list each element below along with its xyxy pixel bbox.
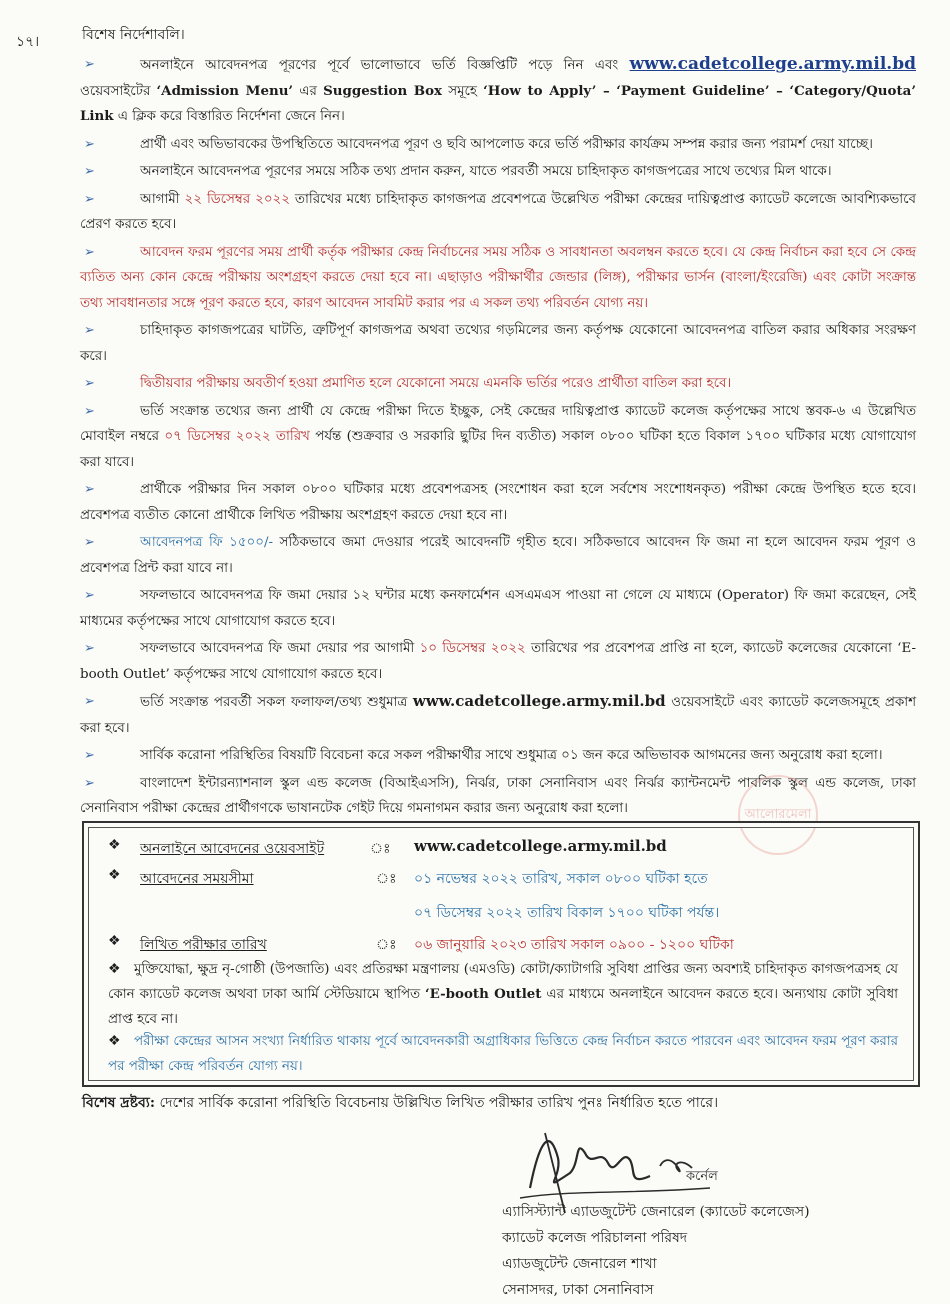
instruction-text: প্রার্থী এবং অভিভাবকের উপস্থিতিতে আবেদনপত্র পূরণ ও ছবি আপলোড করে ভর্তি পরীক্ষার কার্যক্রম সম্পন্ন করার জন্য পরামর্শ দেয়া যাচ্ছে। [140, 136, 873, 152]
instruction-text: সার্বিক করোনা পরিস্থিতির বিষয়টি বিবেচনা করে সকল পরীক্ষার্থীর সাথে শুধুমাত্র ০১ জন করে অভিভাবক আগমনের জন্য অনুরোধ করা হলো। [140, 748, 883, 763]
arrow-bullet-icon: ➢ [84, 694, 95, 709]
instruction-item [80, 371, 916, 397]
instruction-item [80, 52, 916, 130]
instruction-text: ১০ ডিসেম্বর ২০২২ [419, 641, 526, 656]
arrow-bullet-icon: ➢ [84, 191, 95, 207]
instruction-text: ‘Admission Menu’ [156, 82, 294, 99]
instruction-list [80, 52, 916, 824]
center-note-text: পরীক্ষা কেন্দ্রের আসন সংখ্যা নির্ধারিত থাকায় পূর্বে আবেদনকারী অগ্রাধিকার ভিত্তিতে কেন্দ্র নির্বাচন করতে পারবেন এবং আবেদন ফরম পূরণ করার পর পরীক্ষা কেন্দ্র পরিবর্তন যোগ্য নয়। [108, 1034, 898, 1074]
arrow-bullet-icon: ➢ [84, 588, 95, 603]
arrow-bullet-icon: ➢ [84, 641, 95, 656]
arrow-bullet-icon: ➢ [84, 403, 95, 419]
arrow-bullet-icon: ➢ [84, 775, 95, 791]
instruction-text: দ্বিতীয়বার পরীক্ষায় অবতীর্ণ হওয়া প্রমাণিত হলে যেকোনো সময়ে এমনকি ভর্তির পরেও প্রার্থীতা বাতিল করা হবে। [140, 376, 732, 391]
instruction-text: সমূহে [442, 83, 484, 99]
instruction-text: সফলভাবে আবেদনপত্র ফি জমা দেয়ার পর আগামী [140, 641, 420, 656]
instruction-text: ভর্তি সংক্রান্ত পরবর্তী সকল ফলাফল/তথ্য শুধুমাত্র [140, 695, 413, 710]
instruction-text: সঠিকভাবে জমা দেওয়ার পরেই আবেদনটি গৃহীত হবে। সঠিকভাবে আবেদন ফি জমা না হলে আবেদন ফরম পূরণ ও প্রবেশপত্র প্রিন্ট করা যাবে না। [80, 535, 916, 576]
arrow-bullet-icon: ➢ [84, 323, 95, 338]
center-note [108, 1029, 898, 1079]
website-link[interactable]: www.cadetcollege.army.mil.bd [629, 54, 916, 74]
instruction-item [80, 743, 916, 769]
instruction-text: ওয়েবসাইটের [80, 83, 157, 99]
section-number: ১৭। [16, 34, 40, 50]
signatory-line: এ্যাসিস্ট্যান্ট এ্যাডজুটেন্ট জেনারেল (ক্যাডেট কলেজেস) [502, 1204, 810, 1220]
deadline-colon: ঃ [376, 871, 397, 887]
exam-date-label: লিখিত পরীক্ষার তারিখ [140, 937, 267, 953]
instruction-item [80, 240, 916, 317]
signatory-line: সেনাসদর, ঢাকা সেনানিবাস [502, 1282, 654, 1298]
exam-date-colon: ঃ [376, 937, 397, 953]
special-note [82, 1091, 718, 1115]
instruction-text: আগামী [140, 191, 185, 207]
website-label: অনলাইনে আবেদনের ওয়েবসাইট [140, 841, 325, 857]
arrow-bullet-icon: ➢ [84, 535, 95, 550]
deadline-to: ০৭ ডিসেম্বর ২০২২ তারিখ বিকাল ১৭০০ ঘটিকা পর্যন্ত। [414, 905, 720, 921]
arrow-bullet-icon: ➢ [84, 57, 95, 72]
arrow-bullet-icon: ➢ [84, 376, 95, 391]
instruction-text: সফলভাবে আবেদনপত্র ফি জমা দেয়ার ১২ ঘন্টার মধ্যে কনফার্মেশন এসএমএস পাওয়া না গেলে যে মাধ্যমে (Operator) ফি জমা করেছেন, সেই মাধ্যমের কর্তৃপক্ষের সাথে যোগাযোগ করতে হবে। [80, 588, 916, 629]
instruction-item [80, 689, 916, 741]
instruction-item [80, 477, 916, 528]
signature-rank: কর্নেল [686, 1169, 718, 1184]
instruction-text: এ ক্লিক করে বিস্তারিত নির্দেশনা জেনে নিন। [113, 109, 345, 124]
instruction-item [80, 530, 916, 581]
signatory-line: এ্যাডজুটেন্ট জেনারেল শাখা [502, 1256, 657, 1272]
special-note-text: দেশের সার্বিক করোনা পরিস্থিতি বিবেচনায় উল্লিখিত লিখিত পরীক্ষার তারিখ পুনঃ নির্ধারিত হতে পারে। [155, 1095, 719, 1111]
quota-outlet: ‘E-booth Outlet [424, 986, 542, 1002]
instruction-text: তারিখের মধ্যে চাহিদাকৃত কাগজপত্র প্রবেশপত্রে উল্লেখিত পরীক্ষা কেন্দ্রের দায়িত্বপ্রাপ্ত ক্যাডেট কলেজে আবশ্যিকভাবে প্রেরণ করতে হবে। [80, 191, 916, 232]
diamond-bullet-icon: ❖ [108, 933, 121, 949]
instruction-item [80, 636, 916, 687]
quota-text-1: মুক্তিযোদ্ধা, ক্ষুদ্র নৃ-গোষ্ঠী (উপজাতি) এবং প্রতিরক্ষা মন্ত্রণালয় (এমওডি) কোটা/ক্যাটাগরি সুবিধা প্রাপ্তির জন্য অবশ্যই চাহিদাকৃত কাগজপত্রসহ যে কোন ক্যাডেট কলেজ অথবা ঢাকা আর্মি স্টেডিয়ামে স্থাপিত [108, 962, 898, 1002]
instruction-text: প্রার্থীকে পরীক্ষার দিন সকাল ০৮০০ ঘটিকার মধ্যে প্রবেশপত্রসহ (সংশোধন করা হলে সর্বশেষ সংশোধনকৃত) পরীক্ষা কেন্দ্রে উপস্থিত হতে হবে। প্রবেশপত্র ব্যতীত কোনো প্রার্থীকে লিখিত পরীক্ষায় অংশগ্রহণ করতে দেয়া হবে না। [80, 482, 916, 523]
special-note-label: বিশেষ দ্রষ্টব্য: [82, 1095, 156, 1111]
website-colon: ঃ [370, 841, 391, 857]
instruction-text: Suggestion Box [323, 82, 443, 99]
arrow-bullet-icon: ➢ [84, 164, 95, 179]
instruction-text: চাহিদাকৃত কাগজপত্রের ঘাটতি, ত্রুটিপূর্ণ কাগজপত্র অথবা তথ্যের গড়মিলের জন্য কর্তৃপক্ষ যেকোনো আবেদনপত্র বাতিল করার অধিকার সংরক্ষণ করে। [80, 323, 916, 364]
quota-note [108, 957, 898, 1032]
signatory-block [502, 1199, 810, 1303]
instruction-text: তারিখের পর প্রবেশপত্র প্রাপ্তি না হলে, ক্যাডেট কলেজের যেকোনো ‘E-booth Outlet’ কর্তৃপক্ষের সাথে যোগাযোগ করতে হবে। [80, 641, 916, 682]
diamond-bullet-icon: ❖ [108, 837, 121, 853]
watermark-text: আলোরমেলা [744, 806, 812, 822]
arrow-bullet-icon: ➢ [84, 482, 95, 497]
instruction-item [80, 159, 916, 185]
section-title: বিশেষ নির্দেশাবলি। [82, 27, 185, 43]
quota-text-2: এর মাধ্যমে অনলাইনে আবেদন করতে হবে। অন্যথায় কোটা সুবিধা প্রাপ্ত হবে না। [108, 987, 898, 1027]
instruction-text: ০৭ ডিসেম্বর ২০২২ তারিখ [164, 429, 310, 444]
instruction-item [80, 399, 916, 476]
instruction-item [80, 318, 916, 369]
diamond-bullet-icon: ❖ [108, 961, 121, 977]
instruction-text: ‘How to Apply’ – ‘Payment Guideline’ – ‘Category/Quota’ Link [80, 82, 916, 124]
instruction-text: অনলাইনে আবেদনপত্র পূরণের সময়ে সঠিক তথ্য প্রদান করুন, যাতে পরবর্তী সময়ে চাহিদাকৃত কাগজপত্রের সাথে তথ্যের মিল থাকে। [140, 164, 832, 179]
instruction-text: বাংলাদেশ ইন্টারন্যাশনাল স্কুল এন্ড কলেজ (বিআইএসসি), নির্ঝর, ঢাকা সেনানিবাস এবং নির্ঝর ক্যান্টনমেন্ট পাবলিক স্কুল এন্ড কলেজ, ঢাকা সেনানিবাস পরীক্ষা কেন্দ্রের প্রার্থীগণকে ভাষানটেক গেইট দিয়ে গমনাগমন করার জন্য অনুরোধ করা হলো। [80, 775, 916, 816]
instruction-text: আবেদনপত্র ফি ১৫০০/- [140, 535, 273, 550]
instruction-text: আবেদন ফরম পূরণের সময় প্রার্থী কর্তৃক পরীক্ষার কেন্দ্র নির্বাচনের সময় সঠিক ও সাবধানতা অবলম্বন করতে হবে। যে কেন্দ্র নির্বাচন করা হবে সে কেন্দ্র ব্যতিত অন্য কোন কেন্দ্রে পরীক্ষায় অংশগ্রহণ করতে দেয়া হবে না। এছাড়াও পরীক্ষার্থীর জেন্ডার (লিঙ্গ), পরীক্ষার ভার্সন (বাংলা/ইংরেজি) এবং কোটা সংক্রান্ত তথ্য সাবধানতার সঙ্গে পূরণ করতে হবে, কারণ আবেদন সাবমিট করার পর এ সকল তথ্য পরিবর্তন যোগ্য নয়। [80, 244, 916, 311]
exam-date-value: ০৬ জানুয়ারি ২০২৩ তারিখ সকাল ০৯০০ - ১২০০ ঘটিকা [414, 937, 734, 953]
deadline-label: আবেদনের সময়সীমা [140, 871, 254, 887]
diamond-bullet-icon: ❖ [108, 1033, 121, 1049]
deadline-from: ০১ নভেম্বর ২০২২ তারিখ, সকাল ০৮০০ ঘটিকা হতে [414, 871, 708, 887]
summary-box [82, 821, 920, 1087]
instruction-text: পর্যন্ত (শুক্রবার ও সরকারি ছুটির দিন ব্যতীত) সকাল ০৮০০ ঘটিকা হতে বিকাল ১৭০০ ঘটিকার মধ্যে যোগাযোগ করা যাবে। [80, 429, 916, 470]
instruction-text: ভর্তি সংক্রান্ত তথ্যের জন্য প্রার্থী যে কেন্দ্রে পরীক্ষা দিতে ইচ্ছুক, সেই কেন্দ্রের দায়িত্বপ্রাপ্ত ক্যাডেট কলেজ কর্তৃপক্ষের সাথে স্তবক-৬ এ উল্লেখিত মোবাইল নম্বরে [80, 403, 916, 444]
instruction-text: অনলাইনে আবেদনপত্র পূরণের পূর্বে ভালোভাবে ভর্তি বিজ্ঞপ্তিটি পড়ে নিন এবং [140, 58, 630, 73]
diamond-bullet-icon: ❖ [108, 867, 121, 883]
instruction-item [80, 132, 916, 158]
instruction-text: ওয়েবসাইটে এবং ক্যাডেট কলেজসমূহে প্রকাশ করা হবে। [80, 695, 916, 736]
instruction-item [80, 583, 916, 634]
website-value: www.cadetcollege.army.mil.bd [414, 837, 667, 855]
instruction-text: ২২ ডিসেম্বর ২০২২ [184, 191, 290, 207]
arrow-bullet-icon: ➢ [84, 244, 95, 260]
instruction-text: এর [293, 83, 324, 99]
website-link[interactable]: www.cadetcollege.army.mil.bd [412, 692, 666, 710]
instruction-item [80, 187, 916, 238]
arrow-bullet-icon: ➢ [84, 136, 95, 152]
signatory-line: ক্যাডেট কলেজ পরিচালনা পরিষদ [502, 1230, 688, 1246]
arrow-bullet-icon: ➢ [84, 748, 95, 763]
